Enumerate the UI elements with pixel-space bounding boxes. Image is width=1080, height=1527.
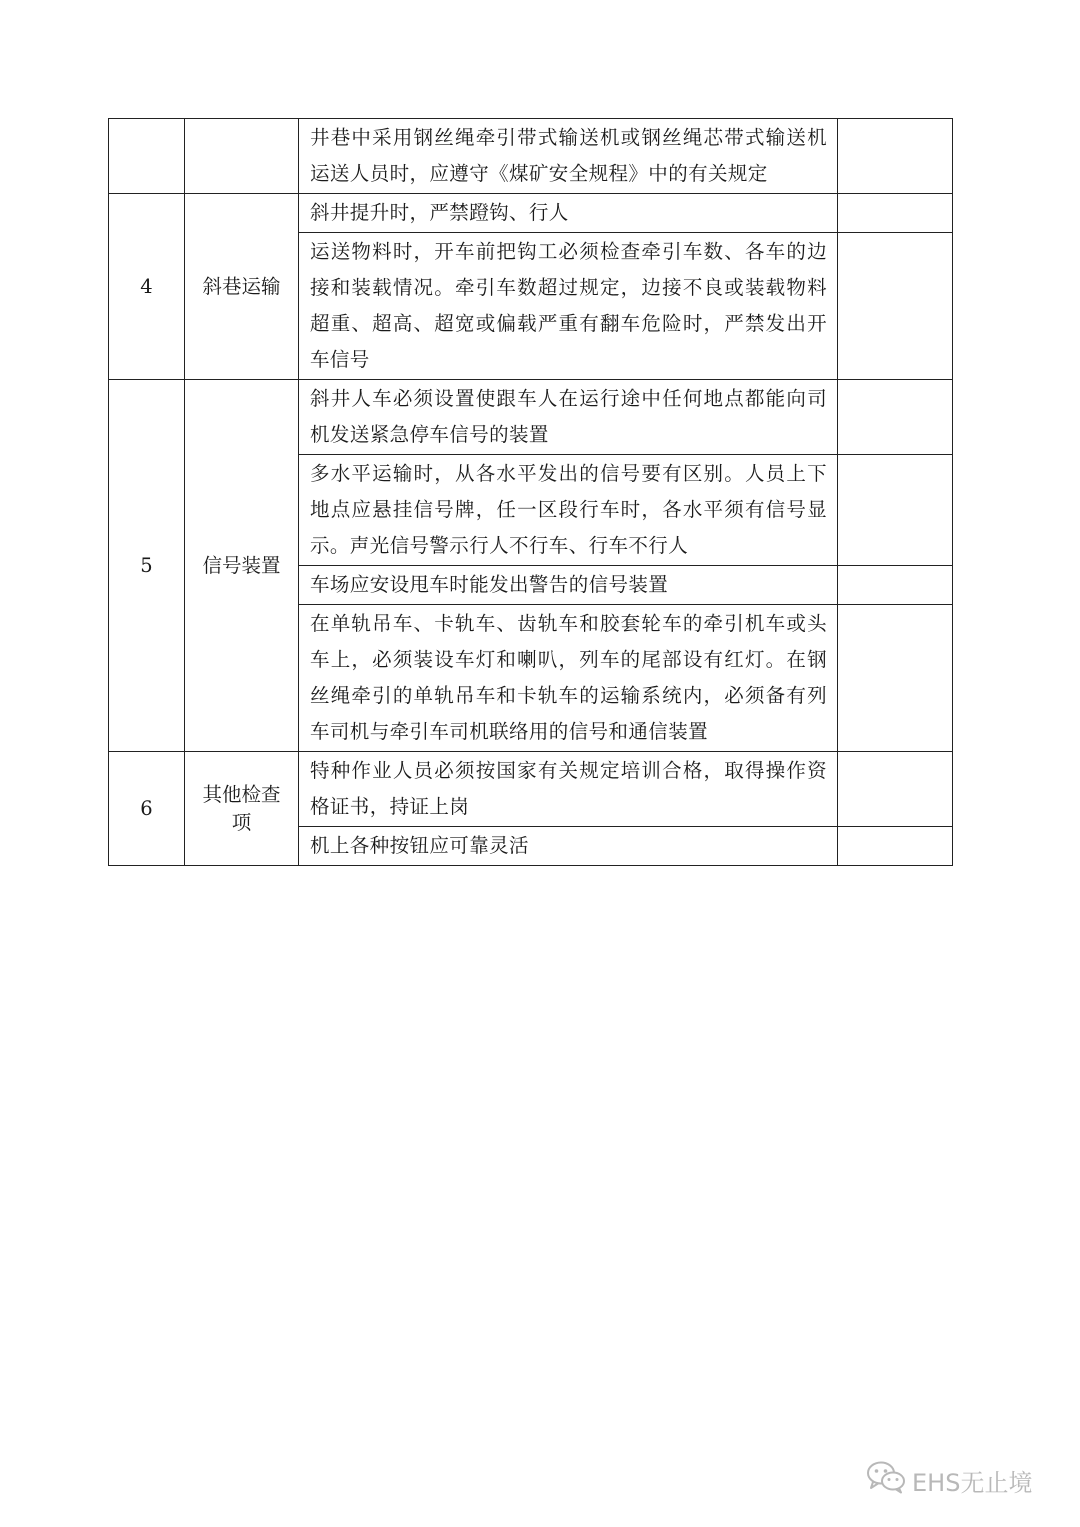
category-cell: 其他检查项 (185, 752, 299, 866)
requirement-cell: 井巷中采用钢丝绳牵引带式输送机或钢丝绳芯带式输送机运送人员时，应遵守《煤矿安全规程》中的有关规定 (299, 119, 838, 194)
requirement-cell: 在单轨吊车、卡轨车、齿轨车和胶套轮车的牵引机车或头车上，必须装设车灯和喇叭，列车的尾部设有红灯。在钢丝绳牵引的单轨吊车和卡轨车的运输系统内，必须备有列车司机与牵引车司机联络用的信号和通信装置 (299, 605, 838, 752)
requirement-cell: 斜井人车必须设置使跟车人在运行途中任何地点都能向司机发送紧急停车信号的装置 (299, 380, 838, 455)
watermark-text: EHS无止境 (912, 1468, 1033, 1497)
inspection-table (108, 118, 953, 866)
table-row (109, 194, 953, 233)
category-cell: 信号装置 (185, 380, 299, 752)
item-number-cell: 4 (109, 194, 185, 380)
wechat-icon (866, 1460, 906, 1500)
requirement-cell: 斜井提升时，严禁蹬钩、行人 (299, 194, 838, 233)
category-cell (185, 119, 299, 194)
requirement-cell: 运送物料时，开车前把钩工必须检查牵引车数、各车的边接和装载情况。牵引车数超过规定，边接不良或装载物料超重、超高、超宽或偏载严重有翻车危险时，严禁发出开车信号 (299, 233, 838, 380)
result-cell (838, 752, 953, 827)
result-cell (838, 605, 953, 752)
requirement-cell: 车场应安设甩车时能发出警告的信号装置 (299, 566, 838, 605)
item-number-cell (109, 119, 185, 194)
result-cell (838, 233, 953, 380)
result-cell (838, 194, 953, 233)
table-row (109, 380, 953, 455)
table-row (109, 752, 953, 827)
table-row (109, 119, 953, 194)
result-cell (838, 566, 953, 605)
requirement-cell: 特种作业人员必须按国家有关规定培训合格，取得操作资格证书，持证上岗 (299, 752, 838, 827)
requirement-cell: 机上各种按钮应可靠灵活 (299, 827, 838, 866)
result-cell (838, 455, 953, 566)
result-cell (838, 380, 953, 455)
item-number-cell: 5 (109, 380, 185, 752)
requirement-cell: 多水平运输时，从各水平发出的信号要有区别。人员上下地点应悬挂信号牌，任一区段行车时，各水平须有信号显示。声光信号警示行人不行车、行车不行人 (299, 455, 838, 566)
item-number-cell: 6 (109, 752, 185, 866)
result-cell (838, 827, 953, 866)
category-cell: 斜巷运输 (185, 194, 299, 380)
result-cell (838, 119, 953, 194)
watermark (866, 1460, 1032, 1500)
